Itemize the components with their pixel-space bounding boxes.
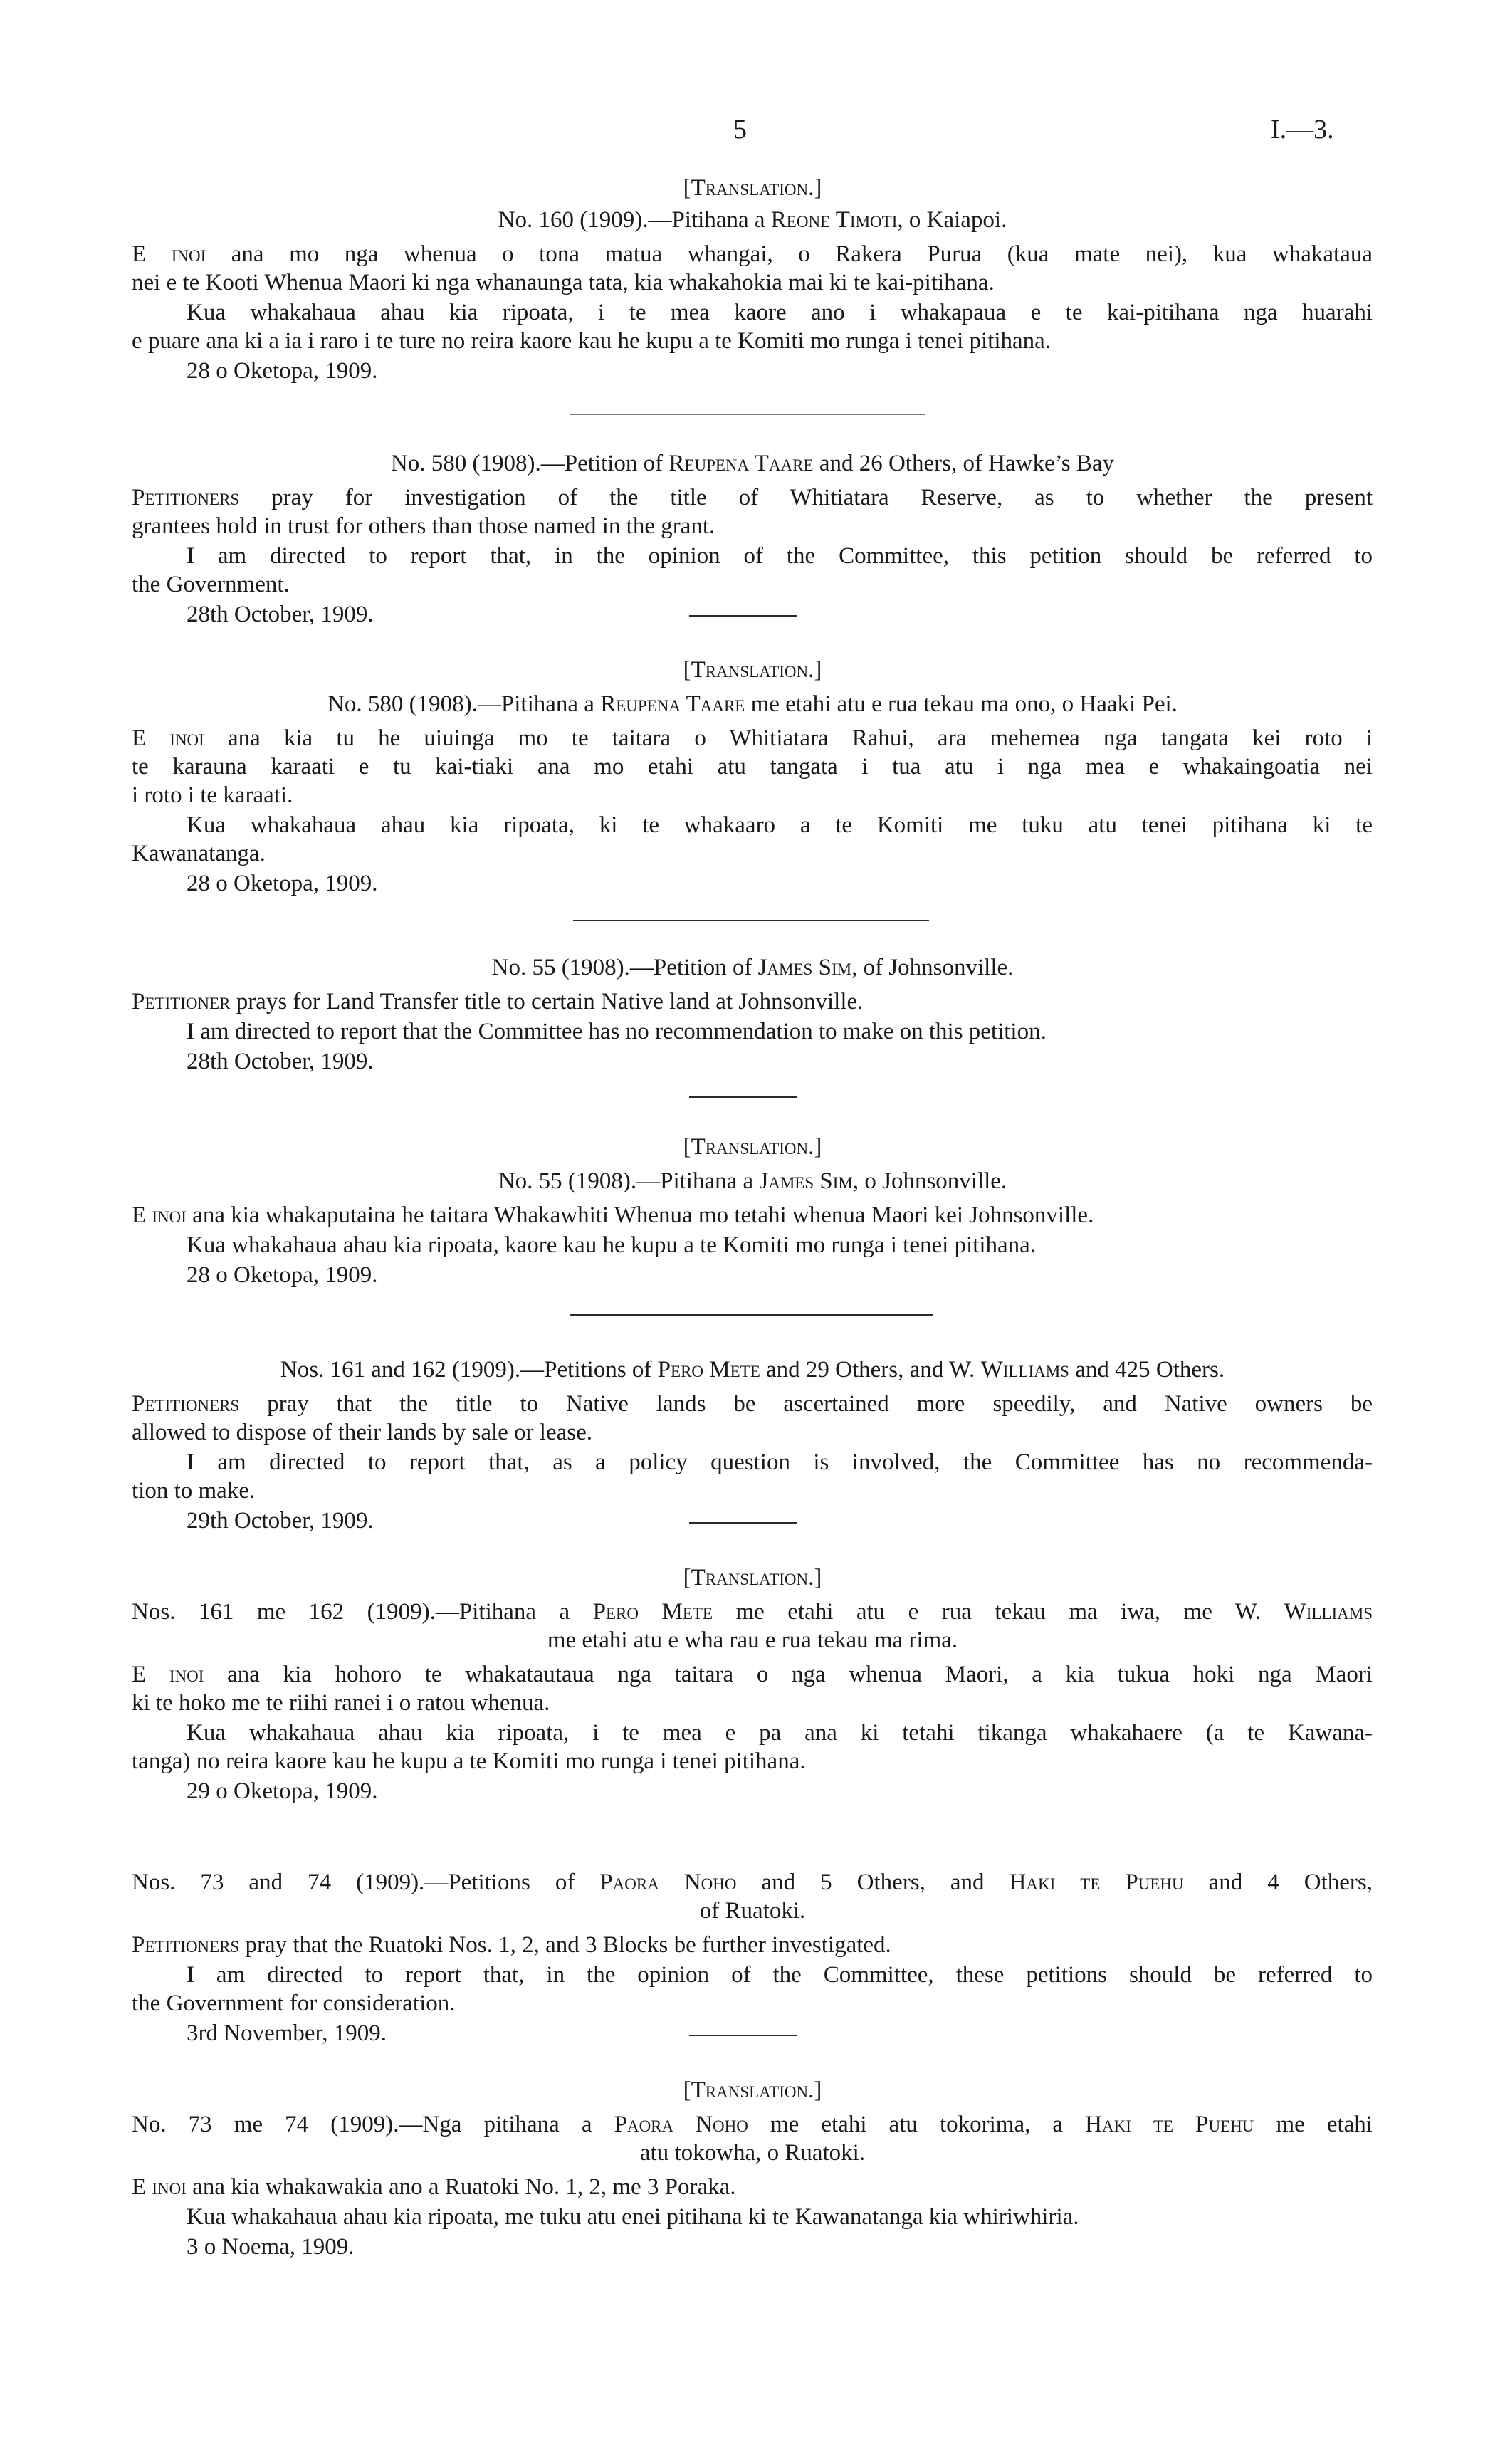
paragraph-line: E inoi ana kia hohoro te whakatautaua nga taitara o nga whenua Maori, a kia tukua hoki nga Maori	[132, 1662, 1373, 1687]
translation-label: [Translation.]	[683, 2077, 822, 2103]
petition-heading: No. 160 (1909).—Pitihana a Reone Timoti, o Kaiapoi.	[498, 207, 1007, 233]
translation-label: [Translation.]	[683, 175, 822, 201]
petition-heading: No. 55 (1908).—Pitihana a James Sim, o Johnsonville.	[498, 1168, 1007, 1194]
section-divider	[570, 1314, 933, 1316]
paragraph-line: Kua whakahaua ahau kia ripoata, kaore kau he kupu a te Komiti mo runga i tenei pitihana.	[187, 1232, 1037, 1258]
petition-heading: Nos. 161 and 162 (1909).—Petitions of Pero Mete and 29 Others, and W. Williams and 425 Others.	[280, 1357, 1225, 1383]
paragraph-line: I am directed to report that, as a policy question is involved, the Committee has no recommenda-	[187, 1449, 1373, 1475]
petition-heading: Nos. 73 and 74 (1909).—Petitions of Paora Noho and 5 Others, and Haki te Puehu and 4 Others,	[132, 1870, 1373, 1895]
date-line: 28 o Oketopa, 1909.	[187, 358, 378, 384]
petitioner-name: Williams	[980, 1357, 1069, 1383]
petitioner-name: Pero Mete	[657, 1357, 760, 1383]
petitioner-name: Haki te Puehu	[1009, 1870, 1184, 1895]
petitioner-name: Williams	[1284, 1599, 1373, 1625]
date-line: 28th October, 1909.	[187, 602, 374, 627]
paragraph-line: Kua whakahaua ahau kia ripoata, me tuku atu enei pitihana ki te Kawanatanga kia whiriwhiria.	[187, 2204, 1079, 2230]
petitioner-name: Haki te Puehu	[1085, 2112, 1254, 2137]
petition-heading: No. 73 me 74 (1909).—Nga pitihana a Paora Noho me etahi atu tokorima, a Haki te Puehu me etahi	[132, 2112, 1373, 2137]
short-rule	[689, 1522, 797, 1524]
paragraph-line: E inoi ana mo nga whenua o tona matua whangai, o Rakera Purua (kua mate nei), kua whakataua	[132, 241, 1373, 267]
paragraph-line: Kua whakahaua ahau kia ripoata, i te mea e pa ana ki tetahi tikanga whakahaere (a te Kawana-	[187, 1720, 1373, 1746]
document-reference: I.—3.	[1271, 115, 1334, 145]
petition-heading: No. 580 (1908).—Petition of Reupena Taare and 26 Others, of Hawke’s Bay	[390, 451, 1115, 476]
paragraph-line: I am directed to report that, in the opinion of the Committee, these petitions should be referred to	[187, 1962, 1373, 1988]
petitioner-name: James Sim	[759, 1168, 853, 1194]
paragraph-line: Kua whakahaua ahau kia ripoata, ki te whakaaro a te Komiti me tuku atu tenei pitihana ki te	[187, 812, 1373, 838]
paragraph-line: Petitioners pray that the Ruatoki Nos. 1, 2, and 3 Blocks be further investigated.	[132, 1932, 891, 1958]
date-line: 29th October, 1909.	[187, 1508, 374, 1534]
section-divider	[573, 920, 929, 921]
short-rule	[689, 1096, 797, 1098]
page-number: 5	[733, 115, 747, 145]
paragraph-line: Petitioners pray that the title to Native lands be ascertained more speedily, and Native owners be	[132, 1391, 1373, 1417]
date-line: 28th October, 1909.	[187, 1049, 374, 1074]
petitioner-name: Reupena Taare	[668, 451, 814, 476]
paragraph-line: nei e te Kooti Whenua Maori ki nga whanaunga tata, kia whakahokia mai ki te kai-pitihana.	[132, 270, 995, 295]
paragraph-line: Petitioners pray for investigation of the title of Whitiatara Reserve, as to whether the present	[132, 485, 1373, 510]
petition-heading-continued: me etahi atu e wha rau e rua tekau ma rima.	[547, 1627, 958, 1653]
petitioner-name: Paora Noho	[599, 1870, 737, 1895]
petition-heading: Nos. 161 me 162 (1909).—Pitihana a Pero Mete me etahi atu e rua tekau ma iwa, me W. Williams	[132, 1599, 1373, 1625]
short-rule	[689, 615, 797, 617]
paragraph-line: i roto i te karaati.	[132, 782, 293, 808]
paragraph-line: I am directed to report that, in the opinion of the Committee, this petition should be referred to	[187, 543, 1373, 569]
paragraph-line: e puare ana ki a ia i raro i te ture no reira kaore kau he kupu a te Komiti mo runga i tenei pitihana.	[132, 328, 1052, 354]
petitioner-name: Paora Noho	[614, 2112, 748, 2137]
translation-label: [Translation.]	[683, 1565, 822, 1590]
paragraph-line: ki te hoko me te riihi ranei i o ratou whenua.	[132, 1690, 550, 1716]
paragraph-line: E inoi ana kia tu he uiuinga mo te taitara o Whitiatara Rahui, ara mehemea nga tangata kei roto i	[132, 725, 1373, 751]
paragraph-line: I am directed to report that the Committee has no recommendation to make on this petition.	[187, 1019, 1047, 1044]
paragraph-line: E inoi ana kia whakaputaina he taitara Whakawhiti Whenua mo tetahi whenua Maori kei Johnsonville.	[132, 1202, 1094, 1228]
date-line: 29 o Oketopa, 1909.	[187, 1778, 378, 1804]
petitioner-name: James Sim	[757, 955, 852, 980]
petition-heading: No. 55 (1908).—Petition of James Sim, of Johnsonville.	[491, 955, 1014, 980]
date-line: 3 o Noema, 1909.	[187, 2234, 355, 2260]
translation-label: [Translation.]	[683, 1134, 822, 1160]
paragraph-line: Kua whakahaua ahau kia ripoata, i te mea kaore ano i whakapaua e te kai-pitihana nga huarahi	[187, 300, 1373, 325]
paragraph-line: tion to make.	[132, 1478, 256, 1504]
section-divider	[570, 414, 925, 415]
paragraph-line: the Government for consideration.	[132, 1991, 456, 2016]
paragraph-line: the Government.	[132, 572, 290, 597]
petitioner-name: Reone Timoti	[770, 207, 898, 233]
petitioner-name: Reupena Taare	[600, 691, 745, 717]
translation-label: [Translation.]	[683, 657, 822, 683]
paragraph-line: Kawanatanga.	[132, 841, 266, 866]
paragraph-line: grantees hold in trust for others than those named in the grant.	[132, 513, 715, 539]
short-rule	[689, 2035, 797, 2036]
paragraph-line: E inoi ana kia whakawakia ano a Ruatoki No. 1, 2, me 3 Poraka.	[132, 2174, 736, 2200]
paragraph-line: te karauna karaati e tu kai-tiaki ana mo etahi atu tangata i tua atu i nga mea e whakaingoatia nei	[132, 754, 1373, 780]
petition-heading: No. 580 (1908).—Pitihana a Reupena Taare me etahi atu e rua tekau ma ono, o Haaki Pei.	[327, 691, 1178, 717]
petition-heading-continued: of Ruatoki.	[699, 1898, 806, 1924]
petition-heading-continued: atu tokowha, o Ruatoki.	[639, 2140, 866, 2166]
date-line: 28 o Oketopa, 1909.	[187, 1262, 378, 1288]
paragraph-line: Petitioner prays for Land Transfer title to certain Native land at Johnsonville.	[132, 989, 864, 1015]
date-line: 28 o Oketopa, 1909.	[187, 871, 378, 896]
date-line: 3rd November, 1909.	[187, 2020, 387, 2046]
paragraph-line: allowed to dispose of their lands by sale or lease.	[132, 1420, 592, 1445]
paragraph-line: tanga) no reira kaore kau he kupu a te Komiti mo runga i tenei pitihana.	[132, 1749, 806, 1774]
petitioner-name: Pero Mete	[592, 1599, 713, 1625]
